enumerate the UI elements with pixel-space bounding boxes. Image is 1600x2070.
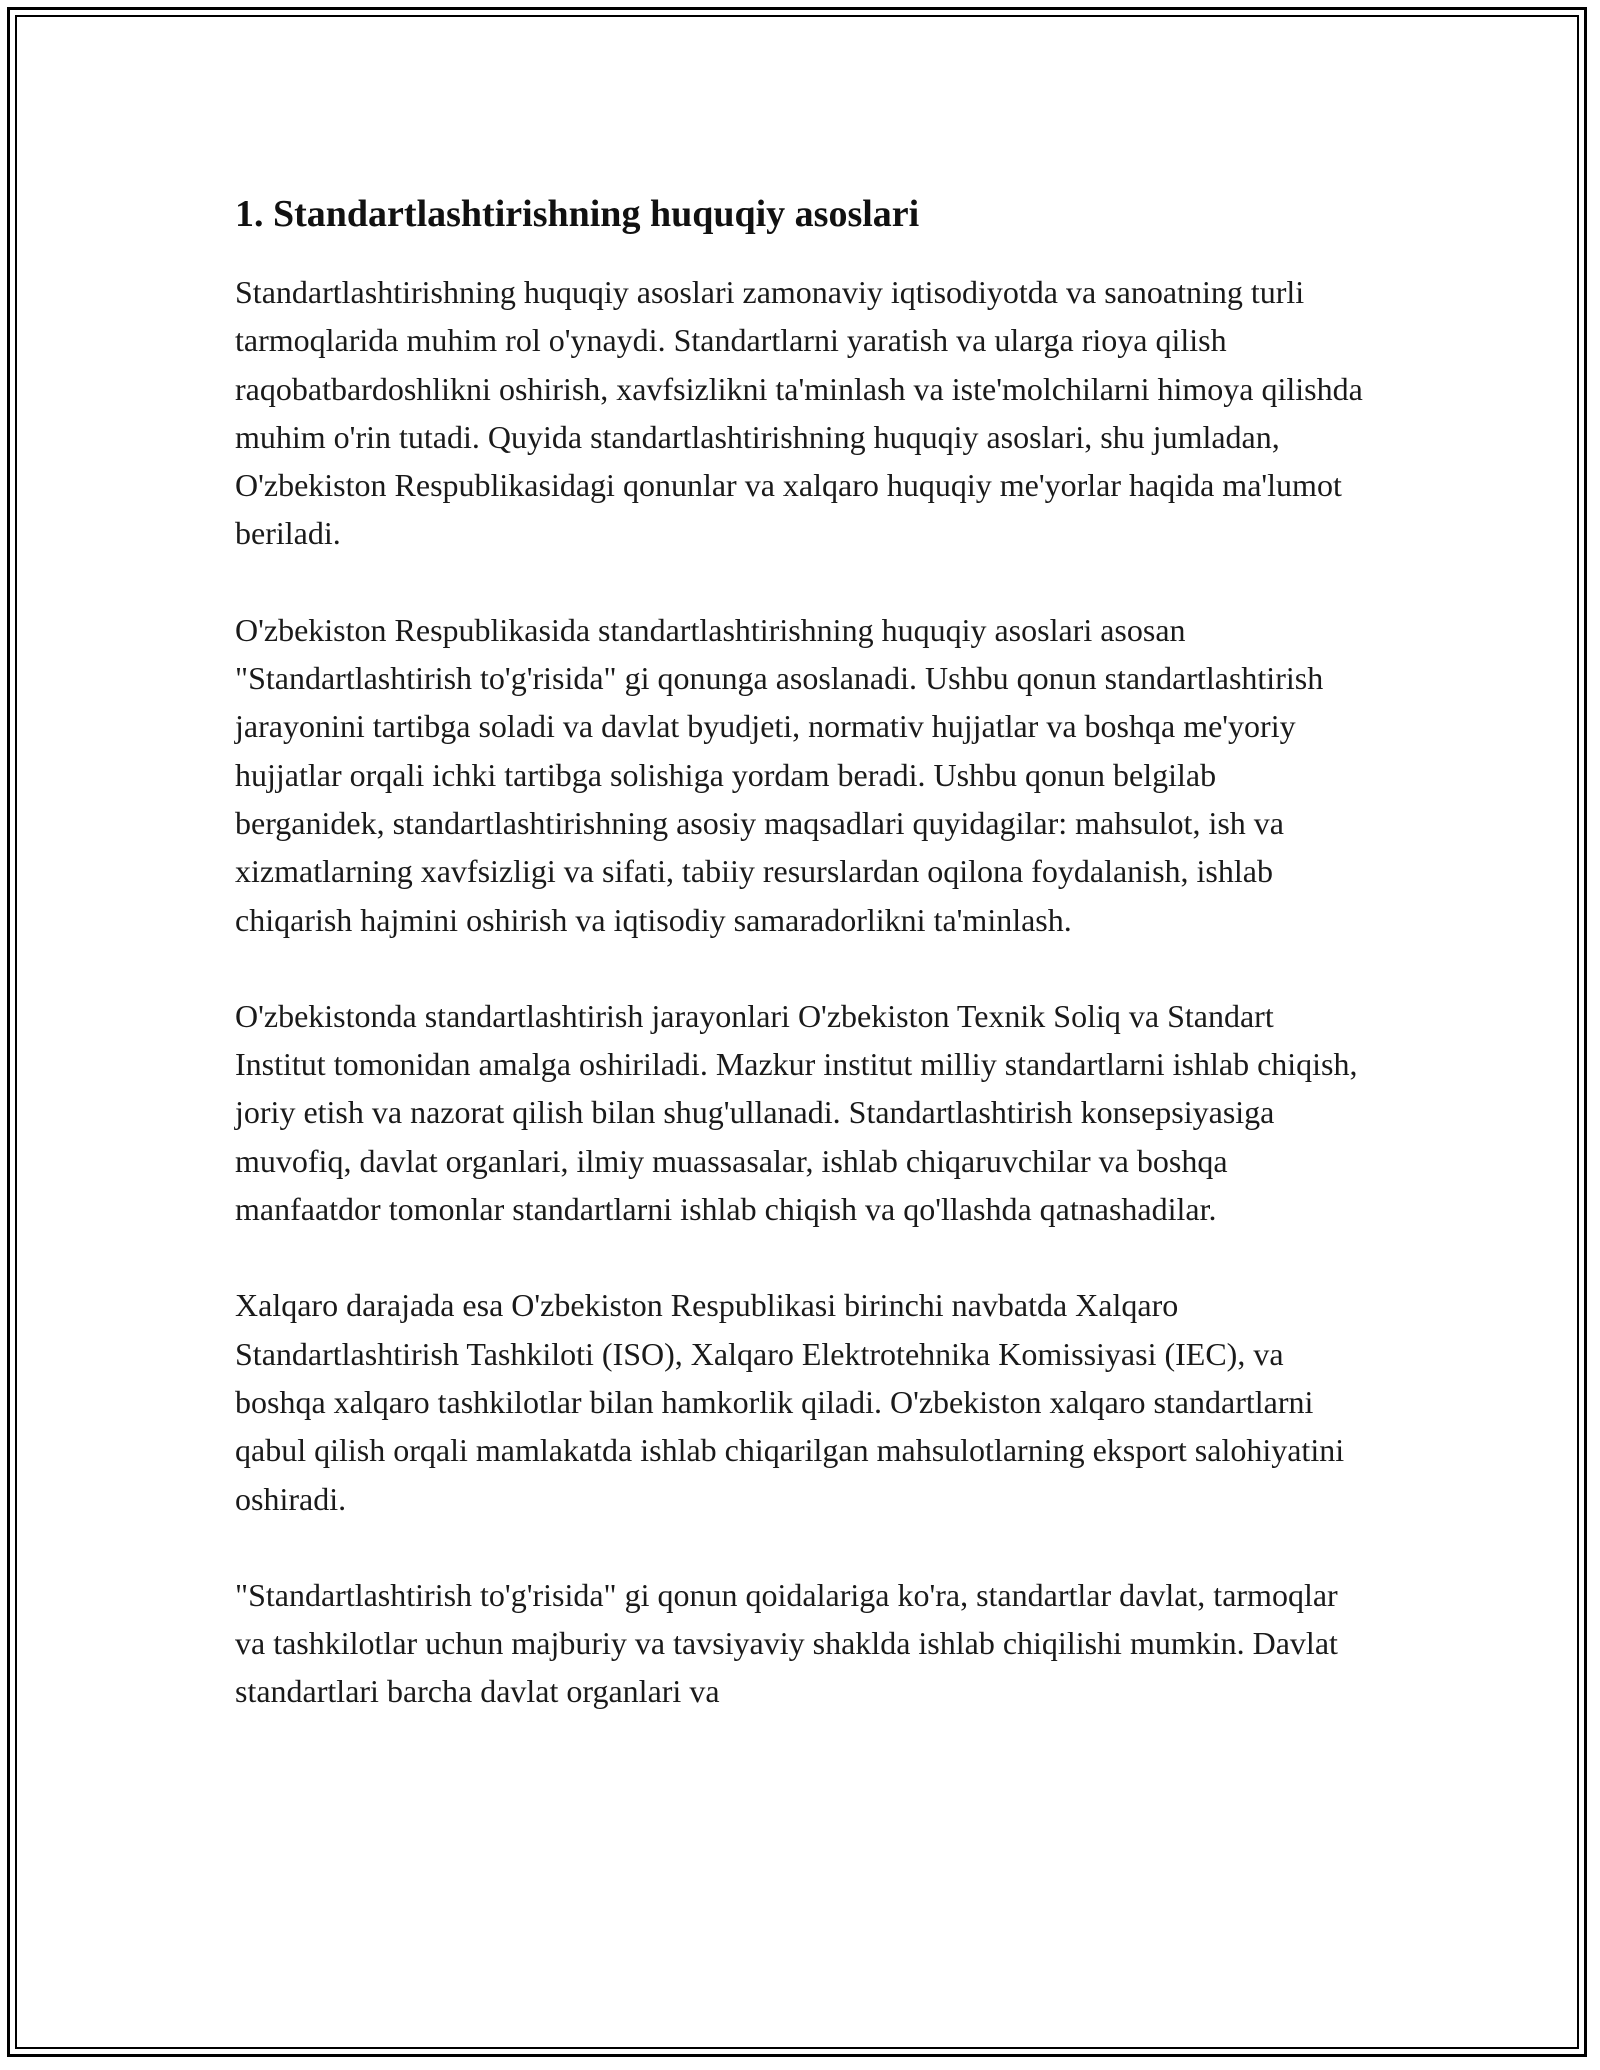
paragraph-4: Xalqaro darajada esa O'zbekiston Respublikasi birinchi navbatda Xalqaro Standartlashtirish Tashkiloti (ISO), Xalqaro Elektrotehnika Komissiyasi (IEC), va boshqa xalqaro tashkilotlar bilan hamkorlik qiladi. O'zbekiston xalqaro standartlarni qabul qilish orqali mamlakatda ishlab chiqarilgan mahsulotlarning eksport salohiyatini oshiradi. [235, 1287, 1345, 1517]
paragraph-5: "Standartlashtirish to'g'risida" gi qonun qoidalariga ko'ra, standartlar davlat, tarmoqlar va tashkilotlar uchun majburiy va tavsiyaviy shaklda ishlab chiqilishi mumkin. Davlat standartlari barcha davlat organlari va [235, 1576, 1338, 1710]
paragraph-1: Standartlashtirishning huquqiy asoslari zamonaviy iqtisodiyotda va sanoatning turli tarmoqlarida muhim rol o'ynaydi. Standartlarni yaratish va ularga rioya qilish raqobatbardoshlikni oshirish, xavfsizlikni ta'minlash va iste'molchilarni himoya qilishda muhim o'rin tutadi. Quyida standartlashtirishning huquqiy asoslari, shu jumladan, O'zbekiston Respublikasidagi qonunlar va xalqaro huquqiy me'yorlar haqida ma'lumot beriladi. [235, 274, 1363, 552]
paragraph-2: O'zbekiston Respublikasida standartlashtirishning huquqiy asoslari asosan "Standartlashtirish to'g'risida" gi qonunga asoslanadi. Ushbu qonun standartlashtirish jarayonini tartibga soladi va davlat byudjeti, normativ hujjatlar va boshqa me'yoriy hujjatlar orqali ichki tartibga solishiga yordam beradi. Ushbu qonun belgilab berganidek, standartlashtirishning asosiy maqsadlari quyidagilar: mahsulot, ish va xizmatlarning xavfsizligi va sifati, tabiiy resurslardan oqilona foydalanish, ishlab chiqarish hajmini oshirish va iqtisodiy samaradorlikni ta'minlash. [235, 611, 1324, 938]
section-heading: 1. Standartlashtirishning huquqiy asoslari [235, 193, 920, 235]
paragraph-3: O'zbekistonda standartlashtirish jarayonlari O'zbekiston Texnik Soliq va Standart Institut tomonidan amalga oshiriladi. Mazkur institut milliy standartlarni ishlab chiqish, joriy etish va nazorat qilish bilan shug'ullanadi. Standartlashtirish konsepsiyasiga muvofiq, davlat organlari, ilmiy muassasalar, ishlab chiqaruvchilar va boshqa manfaatdor tomonlar standartlarni ishlab chiqish va qo'llashda qatnashadilar. [235, 997, 1358, 1228]
document-body [235, 186, 1365, 1716]
